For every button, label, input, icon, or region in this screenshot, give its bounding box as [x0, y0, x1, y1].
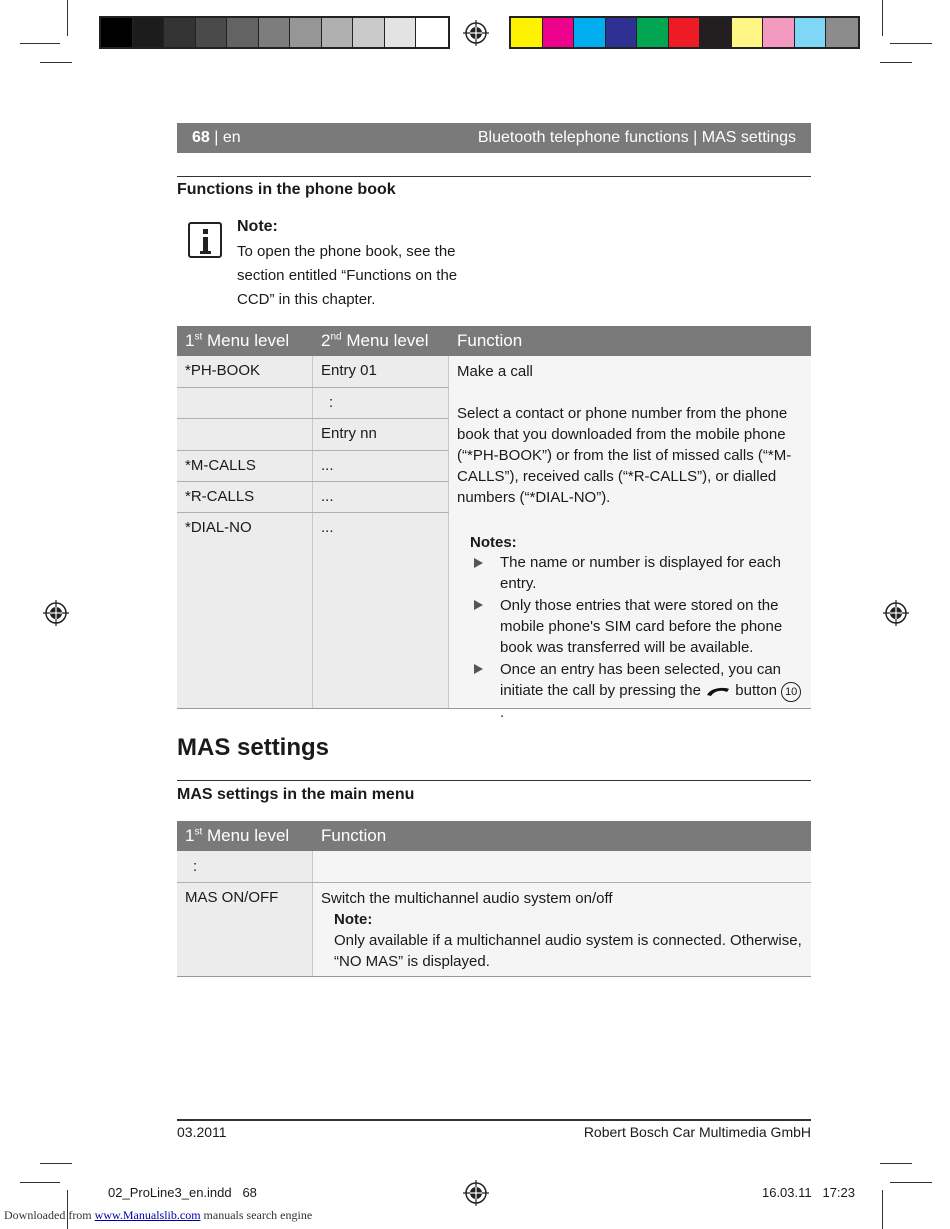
- note-bullet: Once an entry has been selected, you can initiate the call by pressing the button 10.: [500, 659, 805, 723]
- note-text: To open the phone book, see the section entitled “Functions on the CCD” in this chapter.: [237, 243, 458, 308]
- download-notice: Downloaded from www.Manualslib.com manuals search engine: [4, 1208, 313, 1222]
- note-bullet: The name or number is displayed for each entry.: [500, 554, 781, 592]
- note-bullet: Only those entries that were stored on the mobile phone's SIM card before the phone book was transferred will be available.: [500, 597, 783, 656]
- color-swatch: [259, 18, 291, 47]
- registration-mark-icon: [43, 600, 69, 626]
- page-number: 68: [192, 129, 210, 146]
- notes-title: Notes:: [470, 534, 517, 551]
- color-swatch: [416, 18, 448, 47]
- color-swatch: [606, 18, 638, 47]
- color-swatch: [101, 18, 133, 47]
- info-icon: [188, 222, 222, 258]
- registration-mark-icon: [463, 20, 489, 46]
- slug-file: 02_ProLine3_en.indd 68: [108, 1185, 257, 1200]
- crop-mark: [40, 1163, 72, 1164]
- color-swatch: [196, 18, 228, 47]
- bullet-arrow-icon: [474, 558, 483, 568]
- table-cell-level2: :: [329, 394, 334, 411]
- table-header-menu-level-2: 2nd Menu level: [313, 326, 449, 356]
- color-swatch: [511, 18, 543, 47]
- bullet-arrow-icon: [474, 664, 483, 674]
- table-cell-level1: MAS ON/OFF: [185, 889, 279, 906]
- color-swatch: [290, 18, 322, 47]
- table-cell-level1: *M-CALLS: [185, 457, 256, 474]
- section-heading-large: MAS settings: [177, 734, 330, 761]
- process-color-bar: [509, 16, 860, 49]
- color-swatch: [227, 18, 259, 47]
- crop-mark: [882, 1190, 883, 1229]
- color-swatch: [322, 18, 354, 47]
- button-number-badge: 10: [781, 682, 801, 702]
- footer-company: Robert Bosch Car Multimedia GmbH: [583, 1124, 811, 1140]
- table-cell-level1: *R-CALLS: [185, 488, 255, 505]
- registration-mark-icon: [883, 600, 909, 626]
- color-swatch: [133, 18, 165, 47]
- section-rule: [177, 780, 811, 781]
- color-swatch: [385, 18, 417, 47]
- function-title: Make a call: [457, 363, 533, 380]
- header-section-title: Bluetooth telephone functions | MAS settings: [477, 129, 796, 146]
- section-subheading: MAS settings in the main menu: [177, 786, 415, 803]
- table-header-function: Function: [313, 821, 811, 851]
- table-cell-level1: *PH-BOOK: [185, 362, 261, 379]
- footer-date: 03.2011: [177, 1124, 227, 1140]
- table-cell-level2: Entry 01: [321, 362, 377, 379]
- color-swatch: [763, 18, 795, 47]
- table-note-title: Note:: [334, 911, 373, 928]
- section-rule: [177, 176, 811, 177]
- color-swatch: [795, 18, 827, 47]
- footer-rule: [177, 1119, 811, 1121]
- table-cell-level2: Entry nn: [321, 425, 377, 442]
- table-cell-level2: ...: [321, 488, 334, 505]
- slug-datetime: 16.03.11 17:23: [761, 1185, 855, 1200]
- color-swatch: [637, 18, 669, 47]
- function-description: Select a contact or phone number from the phone book that you downloaded from the mobile phone (“*PH-BOOK”) or from the list of missed calls (“*M-CALLS”), received calls (“*R-CALLS”), or dialled numbers (“*DIAL-NO”).: [457, 405, 792, 506]
- crop-mark: [890, 43, 932, 44]
- color-swatch: [732, 18, 764, 47]
- table-header-menu-level-1: 1st Menu level: [177, 821, 313, 851]
- table-cell-level1: *DIAL-NO: [185, 519, 252, 536]
- registration-mark-icon: [463, 1180, 489, 1206]
- crop-mark: [20, 43, 60, 44]
- table-cell-level1: :: [193, 858, 198, 875]
- gray-color-bar: [99, 16, 450, 49]
- table-bottom-rule: [177, 976, 811, 977]
- table-divider: [312, 851, 313, 976]
- crop-mark: [20, 1182, 60, 1183]
- table-cell-function: Switch the multichannel audio system on/off: [321, 890, 613, 907]
- note-title: Note:: [237, 218, 278, 235]
- color-swatch: [574, 18, 606, 47]
- crop-mark: [880, 1163, 912, 1164]
- color-swatch: [164, 18, 196, 47]
- table-cell-level2: ...: [321, 457, 334, 474]
- color-swatch: [669, 18, 701, 47]
- crop-mark: [67, 0, 68, 36]
- section-heading: Functions in the phone book: [177, 181, 396, 198]
- table-note-text: Only available if a multichannel audio system is connected. Otherwise, “NO MAS” is displayed.: [334, 932, 802, 970]
- color-swatch: [826, 18, 858, 47]
- color-swatch: [353, 18, 385, 47]
- crop-mark: [40, 62, 72, 63]
- page-language: en: [222, 129, 241, 146]
- page-header: 68 | en Bluetooth telephone functions | MAS settings: [177, 123, 811, 153]
- phone-handset-icon: [705, 685, 731, 697]
- color-swatch: [700, 18, 732, 47]
- crop-mark: [890, 1182, 932, 1183]
- table-header-function: Function: [449, 326, 811, 356]
- bullet-arrow-icon: [474, 600, 483, 610]
- table-cell-level2: ...: [321, 519, 334, 536]
- manualslib-link[interactable]: www.Manualslib.com: [94, 1208, 201, 1222]
- crop-mark: [882, 0, 883, 36]
- crop-mark: [880, 62, 912, 63]
- color-swatch: [543, 18, 575, 47]
- table-header-menu-level-1: 1st Menu level: [177, 326, 313, 356]
